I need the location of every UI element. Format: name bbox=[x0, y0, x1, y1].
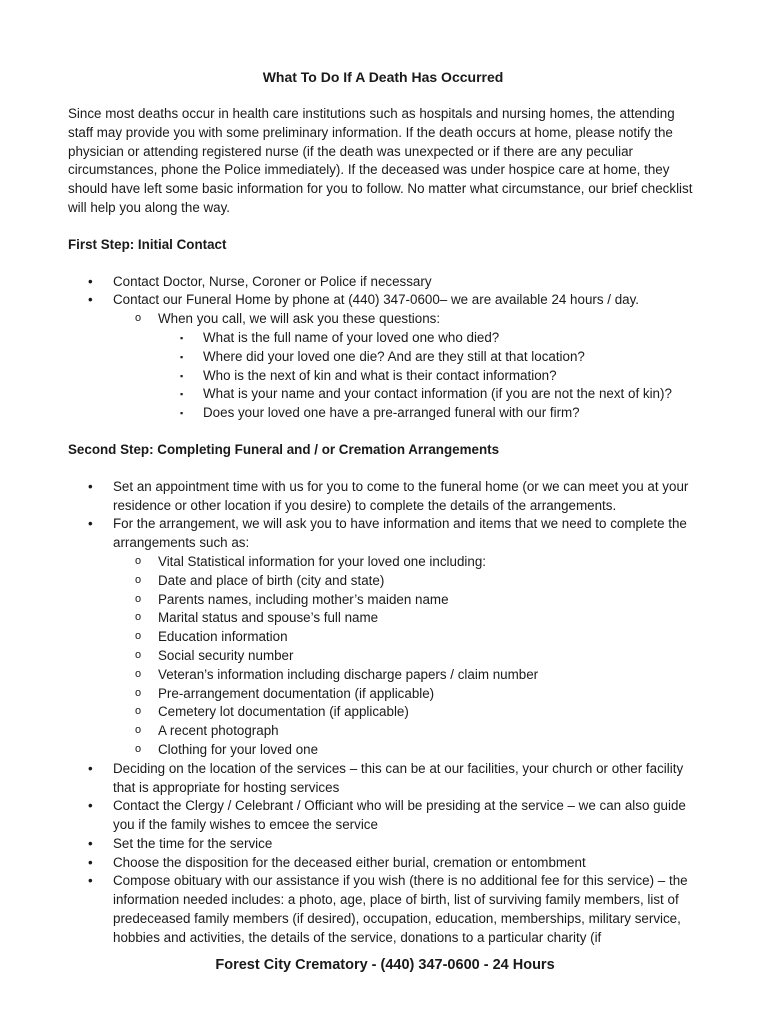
info-item: o Social security number bbox=[113, 647, 698, 666]
step1-heading: First Step: Initial Contact bbox=[68, 236, 227, 252]
intro-paragraph: Since most deaths occur in health care institutions such as hospitals and nursing homes, the attending staff may provide you with some preliminary information. If the death occurs at home, please notify the physician or attending registered nurse (if the death was unexpected or if there are any peculiar circumstances, phone the Police immediately). If the deceased was under hospice care at home, they should have left some basic information for you to follow. No matter what circumstance, our brief checklist will help you along the way. bbox=[68, 106, 693, 215]
page-title: What To Do If A Death Has Occurred bbox=[262, 69, 504, 85]
info-item: o Parents names, including mother’s maiden name bbox=[113, 591, 698, 610]
list-item: o When you call, we will ask you these questions: ▪ What is the full name of your loved one who died? ▪ Where did your loved one die? And are they still at that location? ▪ Who is the next of kin and what is their contact information? ▪ What is your name and your contact information (if you are not the next of kin)? ▪ Does your loved one have a pre-arranged funeral with our firm? bbox=[113, 310, 698, 423]
list-item: • Compose obituary with our assistance if you wish (there is no additional fee for this service) – the information needed includes: a photo, age, place of birth, list of surviving family members, list of predeceased family members (if desired), occupation, education, memberships, military service, hobbies and activities, the details of the service, donations to a particular charity (if bbox=[68, 872, 698, 947]
info-item: o Education information bbox=[113, 628, 698, 647]
question-item: ▪ What is the full name of your loved one who died? bbox=[158, 329, 698, 348]
info-item: o Veteran’s information including discharge papers / claim number bbox=[113, 666, 698, 685]
list-item: • Choose the disposition for the deceased either burial, cremation or entombment bbox=[68, 854, 698, 873]
question-item: ▪ What is your name and your contact information (if you are not the next of kin)? bbox=[158, 385, 698, 404]
list-item: • Contact our Funeral Home by phone at (440) 347-0600– we are available 24 hours / day. o When you call, we will ask you these questions: ▪ What is the full name of your loved one who died? ▪ Where did your loved one die? And are they still at that location? ▪ Who is the next of kin and what is their contact information? ▪ What is your name and your contact information (if you are not the next of kin)? ▪ Does your loved one have a pre-arranged funeral with our firm? bbox=[68, 291, 698, 423]
questions-list bbox=[158, 329, 698, 423]
info-item: o Marital status and spouse’s full name bbox=[113, 609, 698, 628]
step1-sublist bbox=[113, 310, 698, 423]
list-item: • Set the time for the service bbox=[68, 835, 698, 854]
info-item: o Vital Statistical information for your loved one including: bbox=[113, 553, 698, 572]
page-footer: Forest City Crematory - (440) 347-0600 - 24 Hours bbox=[215, 957, 555, 973]
list-item: • Deciding on the location of the services – this can be at our facilities, your church or other facility that is appropriate for hosting services bbox=[68, 760, 698, 798]
list-item: • Contact Doctor, Nurse, Coroner or Police if necessary bbox=[68, 273, 698, 292]
list-item: • Contact the Clergy / Celebrant / Officiant who will be presiding at the service – we can also guide you if the family wishes to emcee the service bbox=[68, 797, 698, 835]
info-item: o Cemetery lot documentation (if applicable) bbox=[113, 703, 698, 722]
list-item: • For the arrangement, we will ask you to have information and items that we need to complete the arrangements such as: o Vital Statistical information for your loved one including: o Date and place of birth (city and state) o Parents names, including mother’s maiden name o Marital status and spouse’s full name o Education information o Social security number o Veteran’s information including discharge papers / claim number o Pre-arrangement documentation (if applicable) o Cemetery lot documentation (if applicable) o A recent photograph o Clothing for your loved one bbox=[68, 515, 698, 759]
question-item: ▪ Does your loved one have a pre-arranged funeral with our firm? bbox=[158, 404, 698, 423]
info-items-list bbox=[113, 553, 698, 760]
info-item: o Pre-arrangement documentation (if applicable) bbox=[113, 685, 698, 704]
step1-list bbox=[68, 273, 698, 423]
question-item: ▪ Who is the next of kin and what is their contact information? bbox=[158, 367, 698, 386]
step2-heading: Second Step: Completing Funeral and / or Cremation Arrangements bbox=[68, 441, 500, 457]
list-item: • Set an appointment time with us for you to come to the funeral home (or we can meet you at your residence or other location if you desire) to complete the details of the arrangements. bbox=[68, 478, 698, 516]
step2-list bbox=[68, 478, 698, 948]
info-item: o A recent photograph bbox=[113, 722, 698, 741]
question-item: ▪ Where did your loved one die? And are they still at that location? bbox=[158, 348, 698, 367]
info-item: o Date and place of birth (city and state) bbox=[113, 572, 698, 591]
info-item: o Clothing for your loved one bbox=[113, 741, 698, 760]
